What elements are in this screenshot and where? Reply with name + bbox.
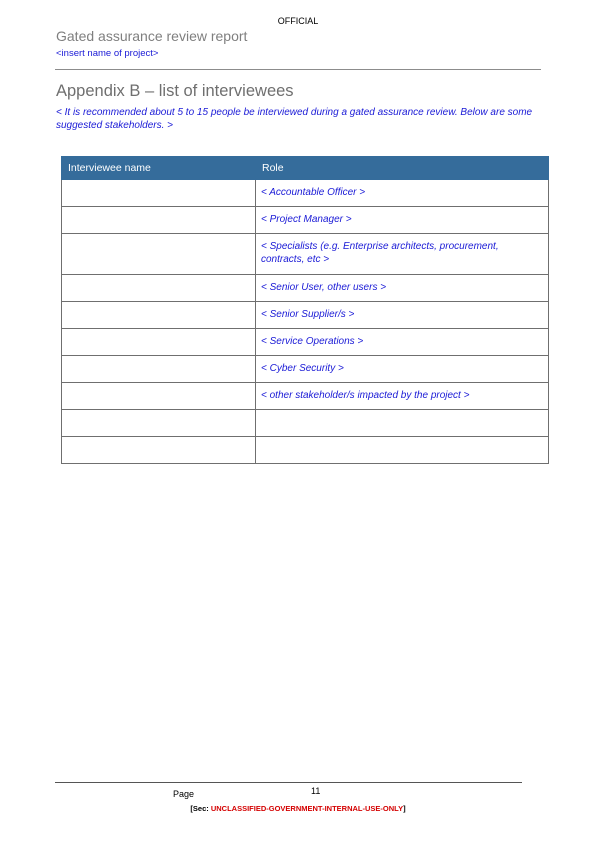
security-classification xyxy=(0,804,596,813)
table-row xyxy=(62,275,549,302)
security-level: UNCLASSIFIED-GOVERNMENT-INTERNAL-USE-ONLY xyxy=(210,804,404,813)
table-row xyxy=(62,180,549,207)
page-number: 11 xyxy=(311,786,321,796)
role-cell[interactable]: < Specialists (e.g. Enterprise architects, procurement, contracts, etc > xyxy=(256,234,549,275)
role-cell[interactable]: < Cyber Security > xyxy=(256,356,549,383)
interviewee-name-cell[interactable] xyxy=(62,356,256,383)
table-row xyxy=(62,329,549,356)
security-prefix: [Sec: xyxy=(190,804,211,813)
role-cell[interactable]: < other stakeholder/s impacted by the project > xyxy=(256,383,549,410)
role-cell[interactable]: < Senior User, other users > xyxy=(256,275,549,302)
document-title: Gated assurance review report xyxy=(56,28,248,44)
role-cell[interactable] xyxy=(256,410,549,437)
header-divider xyxy=(55,69,541,70)
interviewee-name-cell[interactable] xyxy=(62,234,256,275)
header-role: Role xyxy=(256,157,549,180)
interviewee-name-cell[interactable] xyxy=(62,180,256,207)
table-row xyxy=(62,302,549,329)
table-row xyxy=(62,437,549,464)
role-cell[interactable] xyxy=(256,437,549,464)
interviewee-name-cell[interactable] xyxy=(62,207,256,234)
table-row xyxy=(62,234,549,275)
interviewee-name-cell[interactable] xyxy=(62,275,256,302)
interviewee-name-cell[interactable] xyxy=(62,302,256,329)
table-row xyxy=(62,383,549,410)
section-heading: Appendix B – list of interviewees xyxy=(56,82,294,100)
role-cell[interactable]: < Senior Supplier/s > xyxy=(256,302,549,329)
role-cell[interactable]: < Accountable Officer > xyxy=(256,180,549,207)
interviewee-name-cell[interactable] xyxy=(62,329,256,356)
table-row xyxy=(62,356,549,383)
page-label: Page xyxy=(173,789,195,799)
table-row xyxy=(62,207,549,234)
project-name-placeholder: <insert name of project> xyxy=(56,48,159,59)
table-row xyxy=(62,410,549,437)
header-interviewee-name: Interviewee name xyxy=(62,157,256,180)
security-suffix: ] xyxy=(403,804,406,813)
interviewee-name-cell[interactable] xyxy=(62,437,256,464)
instruction-text: < It is recommended about 5 to 15 people be interviewed during a gated assurance review. Below are some suggested stakeholders. > xyxy=(56,107,533,131)
role-cell[interactable]: < Project Manager > xyxy=(256,207,549,234)
footer-divider xyxy=(55,782,522,783)
interviewee-name-cell[interactable] xyxy=(62,410,256,437)
interviewee-name-cell[interactable] xyxy=(62,383,256,410)
role-cell[interactable]: < Service Operations > xyxy=(256,329,549,356)
classification-label: OFFICIAL xyxy=(277,16,319,26)
interviewee-table xyxy=(61,156,549,464)
table-header-row xyxy=(62,157,549,180)
